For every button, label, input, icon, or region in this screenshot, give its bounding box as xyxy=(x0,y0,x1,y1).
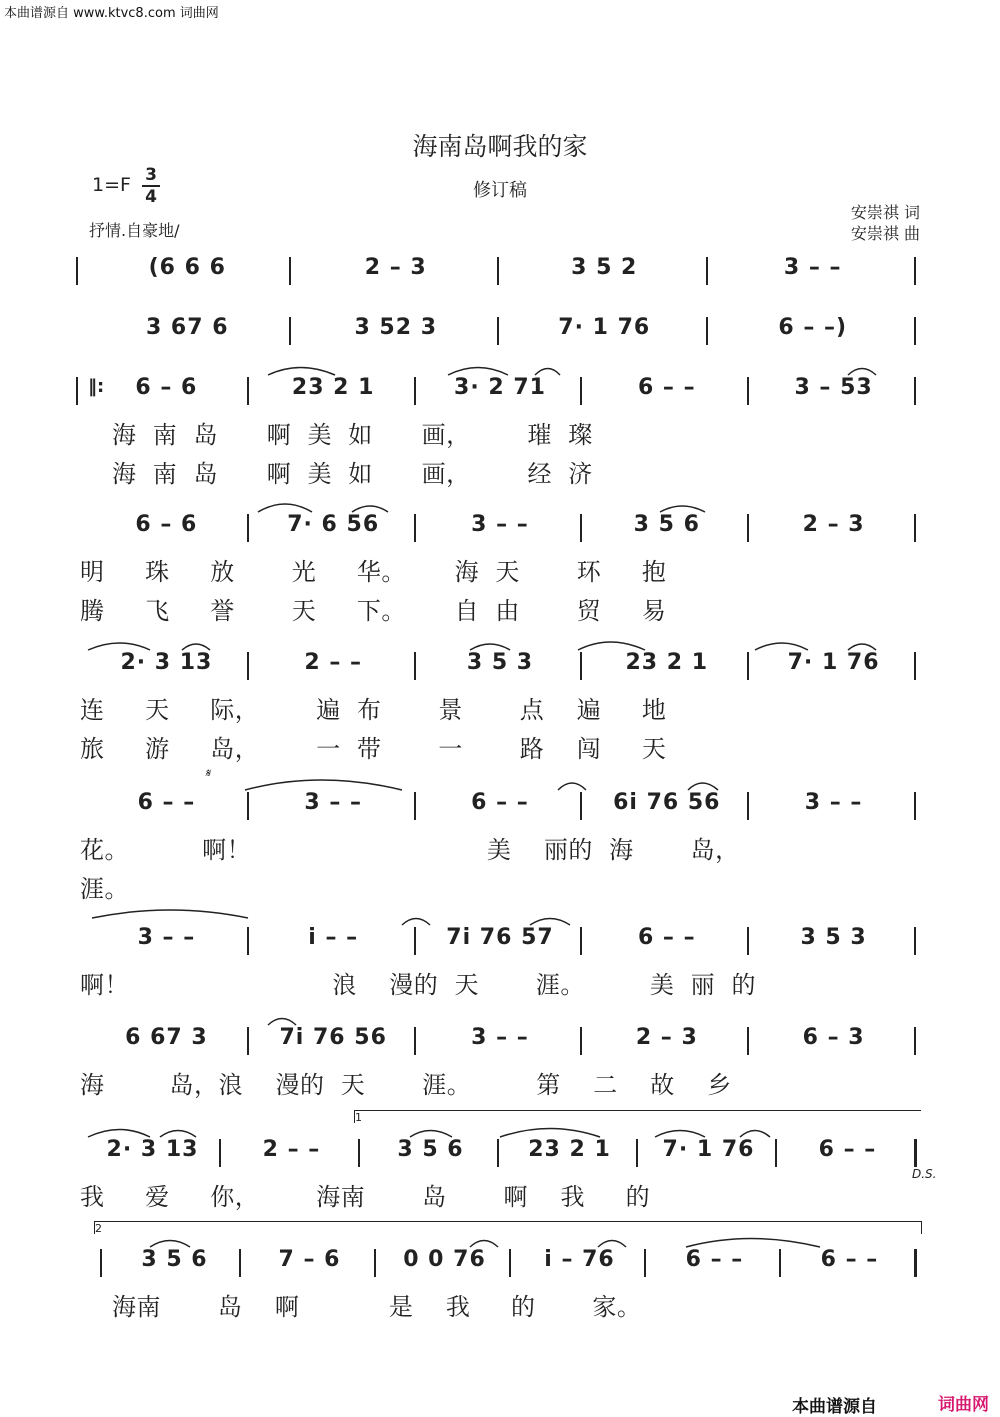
measure: 6 – – xyxy=(820,1247,879,1272)
slur xyxy=(160,1131,196,1138)
measure: 23 2 1 xyxy=(291,375,375,400)
slur xyxy=(268,1019,296,1026)
volta-2-label: 2 xyxy=(95,1222,102,1235)
slur xyxy=(848,369,876,376)
lyric-line: 明 珠 放 光 华。 海 天 环 抱 xyxy=(80,558,667,586)
measure: 3 – – xyxy=(304,790,363,815)
time-sig-top: 3 xyxy=(145,165,157,185)
slur xyxy=(470,644,510,650)
measure: 6 67 3 xyxy=(125,1025,208,1050)
bottom-logo: 词曲网 xyxy=(938,1395,989,1415)
measure: 3 – 53 xyxy=(794,375,873,400)
measure: 6i 76 56 xyxy=(613,790,721,815)
slur xyxy=(258,504,312,512)
lyric-line: 我 爱 你， 海南 岛 啊 我 的 xyxy=(80,1183,651,1211)
key-signature: 1=F xyxy=(92,174,131,196)
measure: 3 5 6 xyxy=(633,512,700,537)
ds-mark: D.S. xyxy=(912,1167,937,1181)
slur xyxy=(410,1131,452,1138)
volta-1-label: 1 xyxy=(355,1111,362,1124)
measure: 6 – – xyxy=(471,790,529,815)
slur xyxy=(182,644,210,650)
measure: 6 – 6 xyxy=(135,375,198,400)
measure: 6 – –) xyxy=(778,315,848,340)
measure: 6 – – xyxy=(637,375,696,400)
segno-mark: 𝄋 xyxy=(205,766,211,780)
measure: 3 5 6 xyxy=(397,1137,464,1162)
measure: 3 – – xyxy=(471,512,529,537)
slur xyxy=(88,643,150,650)
measure: 3 – – xyxy=(783,255,842,280)
top-watermark: 本曲谱源自 www.ktvc8.com 词曲网 xyxy=(4,6,219,21)
measure: 2 – 3 xyxy=(364,255,427,280)
repeat-start: ‖: xyxy=(88,376,105,397)
slur xyxy=(92,910,248,918)
time-sig-bottom: 4 xyxy=(145,187,157,207)
slur xyxy=(530,919,570,926)
measure: 7· 6 56 xyxy=(287,512,380,537)
measure: 6 – 3 xyxy=(802,1025,865,1050)
measure: 6 – – xyxy=(137,790,196,815)
slur xyxy=(848,644,876,650)
measure: 2 – 3 xyxy=(802,512,865,537)
measure: 3 – – xyxy=(137,925,196,950)
measure: 7· 1 76 xyxy=(787,650,880,675)
measure: 3 52 3 xyxy=(354,315,438,340)
measure: 3· 2 71 xyxy=(454,375,546,400)
slur xyxy=(686,1239,820,1248)
lyric-line: 海 南 岛 啊 美 如 画， 璀 璨 xyxy=(112,421,593,449)
slur xyxy=(402,919,430,926)
lyric-line: 腾 飞 誉 天 下。 自 由 贸 易 xyxy=(80,597,667,625)
measure: 2 – – xyxy=(304,650,363,675)
slur xyxy=(660,506,705,512)
measure: 7 – 6 xyxy=(278,1247,341,1272)
lyric-line: 海 岛，浪 漫的 天 涯。 第 二 故 乡 xyxy=(80,1071,732,1099)
measure: 2 – – xyxy=(262,1137,321,1162)
lyric-line: 连 天 际， 遍 布 景 点 遍 地 xyxy=(80,696,667,724)
slur xyxy=(150,1241,190,1248)
subtitle: 修订稿 xyxy=(473,180,527,201)
lyric-line: 花。 啊！ 美 丽的 海 岛， xyxy=(80,836,740,864)
measure: 2 – 3 xyxy=(635,1025,698,1050)
measure: 2· 3 13 xyxy=(120,650,213,675)
measure: 3 67 6 xyxy=(145,315,229,340)
measure: 6 – – xyxy=(637,925,696,950)
measure: 3 5 3 xyxy=(800,925,867,950)
measure: 3 – – xyxy=(804,790,863,815)
measure: 6 – 6 xyxy=(135,512,198,537)
lyricist-credit: 安崇祺 词 xyxy=(850,203,920,222)
tempo-marking: 抒情.自豪地/ xyxy=(89,221,180,240)
composer-credit: 安崇祺 曲 xyxy=(850,224,920,243)
measure: 6 – – xyxy=(685,1247,744,1272)
measure: 23 2 1 xyxy=(528,1137,611,1162)
slur xyxy=(448,368,508,376)
slur xyxy=(245,780,402,790)
measure: 3 5 6 xyxy=(141,1247,208,1272)
measure: 7i 76 57 xyxy=(446,925,554,950)
measure: 3 5 3 xyxy=(466,650,534,675)
measure: 0 0 76 xyxy=(403,1247,486,1272)
measure: 7· 1 76 xyxy=(558,315,651,340)
measure: 6 – – xyxy=(818,1137,877,1162)
measure: i – 76 xyxy=(544,1247,615,1272)
slur xyxy=(88,1130,150,1138)
page-title: 海南岛啊我的家 xyxy=(412,132,588,161)
bottom-site-text: 本曲谱源自 xyxy=(792,1397,877,1417)
slur xyxy=(655,1131,705,1138)
slur xyxy=(598,1241,626,1248)
slur xyxy=(268,368,335,376)
slur xyxy=(535,369,560,376)
slur xyxy=(558,783,586,790)
lyric-line: 啊！ 浪 漫的 天 涯。 美 丽 的 xyxy=(80,971,756,999)
slur xyxy=(740,1131,770,1138)
measure: 23 2 1 xyxy=(625,650,709,675)
lyric-line: 海南 岛 啊 是 我 的 家。 xyxy=(112,1293,642,1321)
measure: (6 6 6 xyxy=(148,255,226,280)
measure: 2· 3 13 xyxy=(106,1137,199,1162)
lyric-line: 涯。 xyxy=(80,875,129,903)
slur xyxy=(352,506,388,512)
measure: 3 5 2 xyxy=(571,255,638,280)
slur xyxy=(688,783,718,790)
lyric-line: 旅 游 岛， 一 带 一 路 闯 天 xyxy=(80,735,667,763)
measure: 3 – – xyxy=(471,1025,529,1050)
measure: i – – xyxy=(308,925,359,950)
slur xyxy=(500,1129,600,1138)
measure: 7· 1 76 xyxy=(662,1137,755,1162)
lyric-line: 海 南 岛 啊 美 如 画， 经 济 xyxy=(112,460,593,488)
slur xyxy=(470,1241,498,1248)
measure: 7i 76 56 xyxy=(279,1025,387,1050)
slur xyxy=(755,643,808,650)
slur xyxy=(578,642,645,650)
